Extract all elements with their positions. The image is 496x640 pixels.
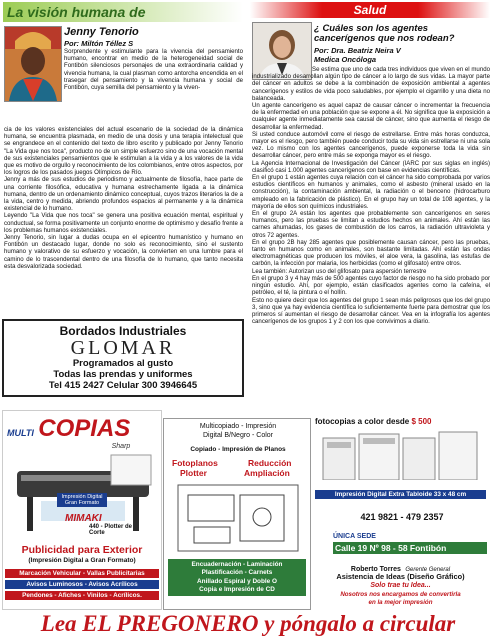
multicopias-sub: Sharp [111, 443, 131, 450]
glomar-brand: GLOMAR [70, 337, 176, 359]
ad-assist: Asistencia de Ideas (Diseño Gráfico) [336, 572, 465, 581]
left-body-intro: Sorprendente y estimulante para la vivencia del pensamiento humano, encontrar en medio de la heterogeneidad social de Fontibón silenciosos personajes de una extraordinaria calidad y vivencia humana, la cual plasman como antorcha encendida en el trasegar del pensamiento y la vivencia humana y social de Fontibón, cuya semilla del pensamiento y la viven- [64, 48, 243, 92]
ad-multicopias [2, 410, 162, 610]
multicopias-heading: Publicidad para Exterior [21, 544, 143, 556]
ad-fotocopias-color [313, 416, 488, 612]
ad-address: Calle 19 Nº 98 - 58 Fontibón [333, 542, 487, 554]
multicopias-item-1: Marcación Vehicular - Vallas Publicitarias [5, 569, 159, 578]
right-role: Medica Oncóloga [314, 55, 377, 64]
ad-print-line: Impresión Digital Extra Tabloide 33 x 48 cm [315, 490, 486, 499]
left-article [3, 2, 243, 22]
ad-sede-label: ÚNICA SEDE [333, 533, 376, 540]
ad-tagline-1: Solo trae tu Idea... [370, 582, 431, 589]
multicopias-heading2: (Impresión Digital a Gran Formato) [28, 557, 136, 564]
glomar-line1: Bordados Industriales [59, 324, 187, 338]
mid-line3: Copiado - Impresión de Planos [190, 446, 286, 453]
blueprint-drawing [174, 481, 302, 555]
copier-machines-image [319, 428, 479, 480]
right-article [250, 2, 490, 18]
sticker-gran-formato: Impresión Digital Gran Formato [57, 493, 107, 507]
right-question: ¿ Cuáles son los agentes cancerígenos que nos rodean? [314, 23, 455, 44]
ad-contact-name: Roberto Torres [350, 566, 401, 573]
ad-tagline-2: Nosotros nos encargamos de convertirla [340, 591, 461, 598]
left-article-title: Jenny Tenorio [64, 26, 139, 38]
right-byline: Por: Dra. Beatriz Neira V [314, 46, 401, 55]
glomar-line4: Tel 415 2427 Celular 300 3946645 [48, 380, 198, 391]
ad-glomar [2, 319, 244, 397]
mid-line1: Multicopiado - Impresión [199, 423, 277, 430]
ad-price: $ 500 [411, 417, 432, 426]
multicopias-brand-a: MULTI [7, 428, 34, 438]
mid-bottom-services: Encuadernación - Laminación Plastificación - Carnets Anillado Espiral y Doble O Copia e Impresión de CD [168, 559, 306, 596]
left-section-title: La visión humana de [3, 2, 243, 22]
multicopias-item-3: Pendones - Afiches - Vinilos - Acrílicos. [5, 591, 159, 600]
ad-tagline-3: en la mejor impresión [368, 599, 433, 606]
mid-ampliacion: Ampliación [244, 468, 290, 478]
mid-line2: Digital B/Negro - Color [202, 432, 274, 439]
right-section-title: Salud [250, 2, 490, 18]
footer-banner: Lea EL PREGONERO y póngalo a circular [40, 611, 456, 636]
mid-fotoplanos: Fotoplanos [172, 458, 218, 468]
ad-header-text: fotocopias a color desde [315, 417, 410, 426]
ad-multicopiado [163, 418, 311, 610]
multicopias-brand-b: COPIAS [38, 415, 131, 442]
ad-phone: 421 9821 - 479 2357 [360, 512, 444, 522]
portrait-image [5, 27, 61, 101]
glomar-line3: Todas las prendas y uniformes [53, 369, 193, 380]
mid-plotter: Plotter [180, 468, 207, 478]
sticker-plotter-corte: 440 - Plotter de Corte [89, 524, 133, 536]
glomar-line2: Programados al gusto [72, 358, 174, 369]
portrait-jenny-tenorio [4, 26, 62, 102]
multicopias-logo [7, 415, 130, 450]
left-body-rest: cia de los valores existenciales del actual escenario de la sociedad de la dinámica humana, se encuentra plasmada, en medio de una dosis y una terapia intelectual que se engrandece en el contenido del texto de libro escrito y publicado por Jenny Tenorio "La Vida que nos toca", producto no de un simple esfuerzo sino de una vocación mental de sus existenciales pensamientos que le estimulan a la vida y a los valores de la vida que es motivo de orgullo y reconocimiento de los colombianos, entre otros aspectos, por los logros de los pasados juegos Olímpicos de Río. Jenny a más de sus estudios de periodismo y actualmente de filosofía, hace parte de una corriente filosófica, educativa y humana estrechamente ligada a la dinámica humana, dentro de un ordenamiento dinámico conceptual, cuyos trazos literarios la de a la vida, centro y medida, abriendo profundos espacios al permanente y a la dinámica existencial de lo humano. Leyendo "La Vida que nos toca" se genera una positiva ecuación mental, espiritual y conductual, se forma positivamente un conjunto enorme de optimismo y desafío frente a los problemas humanos existenciales. Jenny Tenorio, sin lugar a dudas ocupa en el epicentro humanístico y humano en Fontibón un destacado lugar, donde no solo es reconocimiento, sino el sustento humano y valorativo de su esfuerzo y vocación, la convierten en una lumbre para el camino de lo trascendental dentro de una filosofía de lo humano, que tanto necesita esta desvalorizada sociedad. [4, 126, 243, 270]
right-body: Se estima que uno de cada tres individuos que viven en el mundo industrializado desarrollan algún tipo de cáncer a lo largo de sus vidas. La mayor parte del cáncer en adultos se debe a la combinación de exposición ambiental a agentes cancerígenos y estilos de vida poco saludables, por ejemplo el cigarrillo y una dieta no balanceada. Un agente cancerígeno es aquel capaz de causar cáncer o incrementar la frecuencia de la enfermedad en una población que se expone a él. No significa que la exposición a cualquier agente inmediatamente sea causal de cáncer, sino que aumenta el riesgo de desarrollar la enfermedad. Si usted conduce automóvil corre el riesgo de estrellarse. Entre más horas conduzca, mayor es el riesgo, pero también puede conducir toda su vida sin estrellarse ni una sola vez. Lo mismo con los agentes cancerígenos, puede exponerse toda la vida sin desarrollar cáncer, pero entre más se exponga mayor es el riesgo. La Agencia Internacional de Investigación del Cáncer (IARC por sus siglas en inglés) clasificó casi 1.000 agentes cancerígenos con base en evidencias científicas. En el grupo 1 están agentes cuya relación con el cáncer ha sido comprobada por varios estudios científicos en humanos y animales, como el asbesto (mineral usado en la construcción), la contaminación ambiental, la radiación o el benceno (hidrocarburo empleado en la fabricación de plástico). En el grupo hay un total de 108 agentes, y la mayoría de ellos son químicos industriales. En el grupo 2A están los agentes que probablemente son cancerígenos en seres humanos, pero las pruebas se limitan a estudios hechos en animales. Ahí están las carnes ahumadas, los gases de combustión de los carros, la radiación ultravioleta y otros 72 agentes. En el grupo 2B hay 285 agentes que posiblemente causan cáncer, pero las pruebas, tanto en humanos como en animales, son bastante limitadas. Ahí están las ondas electromagnéticas que producen los móviles, el aloe vera, la gasolina, las estufas de carbón, la infección por malaria, los herbicidas (como el glifosato) entre otros. Lea también: Autorizan uso del glifosato para aspersión terrestre En el grupo 3 y 4 hay más de 500 agentes cuyo factor de riesgo no ha sido probado por ningún estudio. Ahí, por ejemplo, están clasificados agentes como la cafeína, el petróleo, el té, la pintura o el hollín. Esto no quiere decir que los agentes del grupo 1 sean más peligrosos que los del grupo 3, sino que ya hay evidencia científica lo suficientemente fuerte para demostrar que los primeros sí aumentan el riesgo de desarrollar cáncer. Vea en la infografía los agentes cancerígenos de los grupos 1 y 2 con los que convivimos a diario. [252, 66, 490, 326]
sticker-mimaki: MIMAKI [65, 513, 102, 524]
left-byline: Por: Miltón Téllez S [64, 39, 134, 48]
mid-reduccion: Reducción [248, 458, 292, 468]
multicopias-item-2: Avisos Luminosos - Avisos Acrílicos [5, 580, 159, 589]
ad-contact-role: Gerente General [405, 567, 451, 573]
